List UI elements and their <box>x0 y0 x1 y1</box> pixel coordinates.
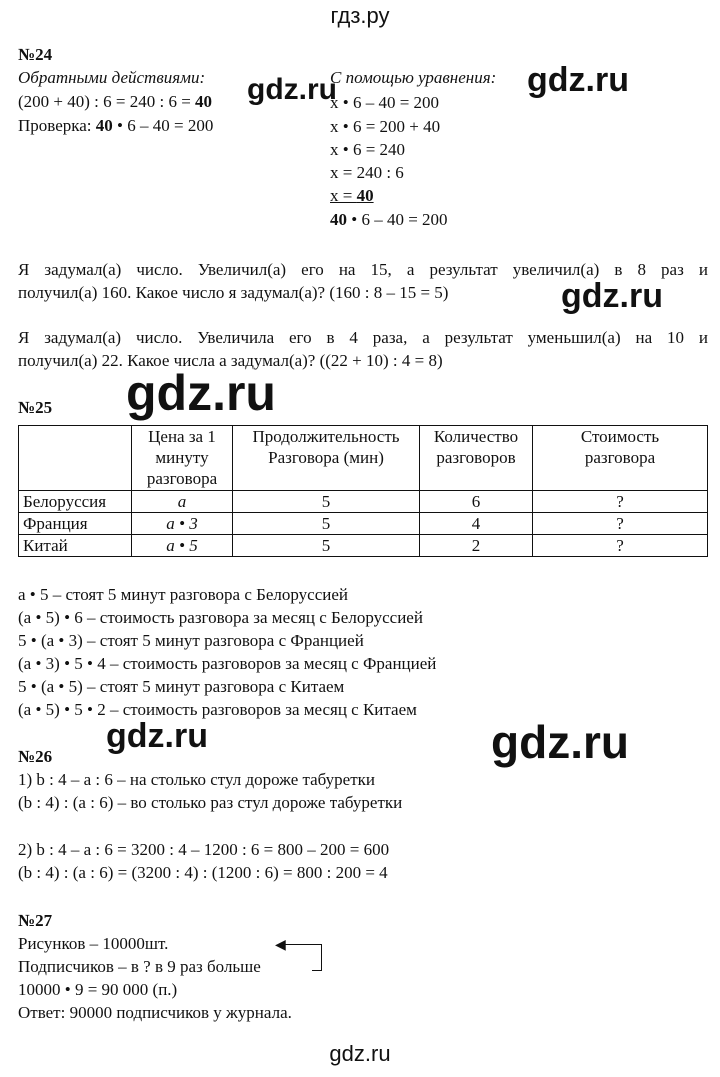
arrow-line-vertical <box>321 944 322 971</box>
task-24-left-line1 <box>18 91 212 113</box>
table-header-row <box>19 426 708 491</box>
header-line: минуту <box>155 448 209 467</box>
watermark: gdz.ru <box>527 61 629 99</box>
equation-line: x • 6 = 240 <box>330 140 406 159</box>
check-rest: • 6 – 40 = 200 <box>112 116 214 135</box>
puzzle-2 <box>18 326 708 372</box>
equation-line: x = 240 : 6 <box>330 163 404 182</box>
header-line: разговоров <box>436 448 516 467</box>
task-25-line: 5 • (a • 3) – стоят 5 минут разговора с Францией <box>18 631 364 650</box>
table-header-cell <box>233 426 420 491</box>
watermark: gdz.ru <box>561 277 663 315</box>
table-row <box>19 513 708 535</box>
header-line: разговора <box>584 448 656 467</box>
task-25-line: (a • 5) • 6 – стоимость разговора за месяц с Белоруссией <box>18 608 423 627</box>
country-cell: Франция <box>19 513 132 535</box>
watermark: gdz.ru <box>126 365 276 421</box>
site-header: гдз.ру <box>330 3 390 28</box>
check-value: 40 <box>95 116 113 135</box>
price-cell: a • 5 <box>132 535 233 557</box>
watermark: gdz.ru <box>247 73 337 106</box>
task-26-line: 2) b : 4 – a : 6 = 3200 : 4 – 1200 : 6 = 800 – 200 = 600 <box>18 840 390 859</box>
header-line: Количество <box>433 427 519 446</box>
count-cell: 4 <box>420 513 533 535</box>
cost-cell: ? <box>533 513 708 535</box>
watermark: gdz.ru <box>491 716 629 768</box>
header-line: разговора <box>146 469 218 488</box>
task-24-left-title: Обратными действиями: <box>18 68 206 87</box>
equation-check <box>330 209 448 231</box>
task-26-number: №26 <box>18 747 53 766</box>
table-header-cell <box>19 426 132 491</box>
check-label: Проверка: <box>18 116 96 135</box>
task-27-line: 10000 • 9 = 90 000 (п.) <box>18 980 178 999</box>
header-line: Разговора (мин) <box>268 448 384 467</box>
header-line: Стоимость <box>580 427 660 446</box>
table-row <box>19 491 708 513</box>
equation-answer <box>330 185 374 207</box>
equation-line: x • 6 – 40 = 200 <box>330 93 440 112</box>
puzzle-line: Я задумал(а) число. Увеличила его в 4 раза, а результат уменьшил(а) на 10 и <box>18 328 708 347</box>
header-line: Продолжительность <box>252 427 400 446</box>
task-24-right-title: С помощью уравнения: <box>330 68 497 87</box>
arrow-head-icon: ◀ <box>275 937 286 953</box>
answer-value: 40 <box>356 186 374 205</box>
duration-cell: 5 <box>233 535 420 557</box>
task-24-left-check <box>18 115 213 137</box>
country-cell: Белоруссия <box>19 491 132 513</box>
task-24-number: №24 <box>18 45 53 64</box>
task-25-line: 5 • (a • 5) – стоят 5 минут разговора с Китаем <box>18 677 345 696</box>
duration-cell: 5 <box>233 513 420 535</box>
task-25-line: (a • 3) • 5 • 4 – стоимость разговоров за месяц с Францией <box>18 654 437 673</box>
cost-cell: ? <box>533 491 708 513</box>
equation-line: x • 6 = 200 + 40 <box>330 117 441 136</box>
footer-watermark: gdz.ru <box>329 1041 391 1066</box>
header-line: Цена за 1 <box>148 427 216 446</box>
price-cell: a • 3 <box>132 513 233 535</box>
task-25-line: (a • 5) • 5 • 2 – стоимость разговоров за месяц с Китаем <box>18 700 417 719</box>
answer-prefix: x = <box>330 186 357 205</box>
task-27-line: Ответ: 90000 подписчиков у журнала. <box>18 1003 292 1022</box>
arrow-line-horizontal <box>282 944 322 945</box>
task-25-line: a • 5 – стоят 5 минут разговора с Белоруссией <box>18 585 349 604</box>
check-rest: • 6 – 40 = 200 <box>347 210 448 229</box>
country-cell: Китай <box>19 535 132 557</box>
table-header-cell <box>132 426 233 491</box>
duration-cell: 5 <box>233 491 420 513</box>
puzzle-line: получил(а) 22. Какое числа а задумал(а)? ((22 + 10) : 4 = 8) <box>18 351 443 370</box>
task-26-line: 1) b : 4 – a : 6 – на столько стул дороже табуретки <box>18 770 375 789</box>
puzzle-line: Я задумал(а) число. Увеличил(а) его на 15, а результат увеличил(а) в 8 раз и <box>18 260 708 279</box>
task-25-number: №25 <box>18 398 53 417</box>
table-header-cell <box>533 426 708 491</box>
expression: (200 + 40) : 6 = 240 : 6 = <box>18 92 196 111</box>
check-value: 40 <box>330 210 347 229</box>
result: 40 <box>195 92 213 111</box>
table-header-cell <box>420 426 533 491</box>
task-27-line: Подписчиков – в ? в 9 раз больше <box>18 957 261 976</box>
count-cell: 2 <box>420 535 533 557</box>
task-27-number: №27 <box>18 911 53 930</box>
cost-cell: ? <box>533 535 708 557</box>
watermark: gdz.ru <box>106 717 208 755</box>
task-26-line: (b : 4) : (a : 6) – во столько раз стул дороже табуретки <box>18 793 403 812</box>
arrow-line-bottom <box>312 970 322 971</box>
phone-cost-table <box>18 425 708 557</box>
price-cell: a <box>132 491 233 513</box>
task-26-line: (b : 4) : (a : 6) = (3200 : 4) : (1200 : 6) = 800 : 200 = 4 <box>18 863 388 882</box>
puzzle-line: получил(а) 160. Какое число я задумал(а)? (160 : 8 – 15 = 5) <box>18 283 449 302</box>
table-row <box>19 535 708 557</box>
task-27-line: Рисунков – 10000шт. <box>18 934 169 953</box>
count-cell: 6 <box>420 491 533 513</box>
